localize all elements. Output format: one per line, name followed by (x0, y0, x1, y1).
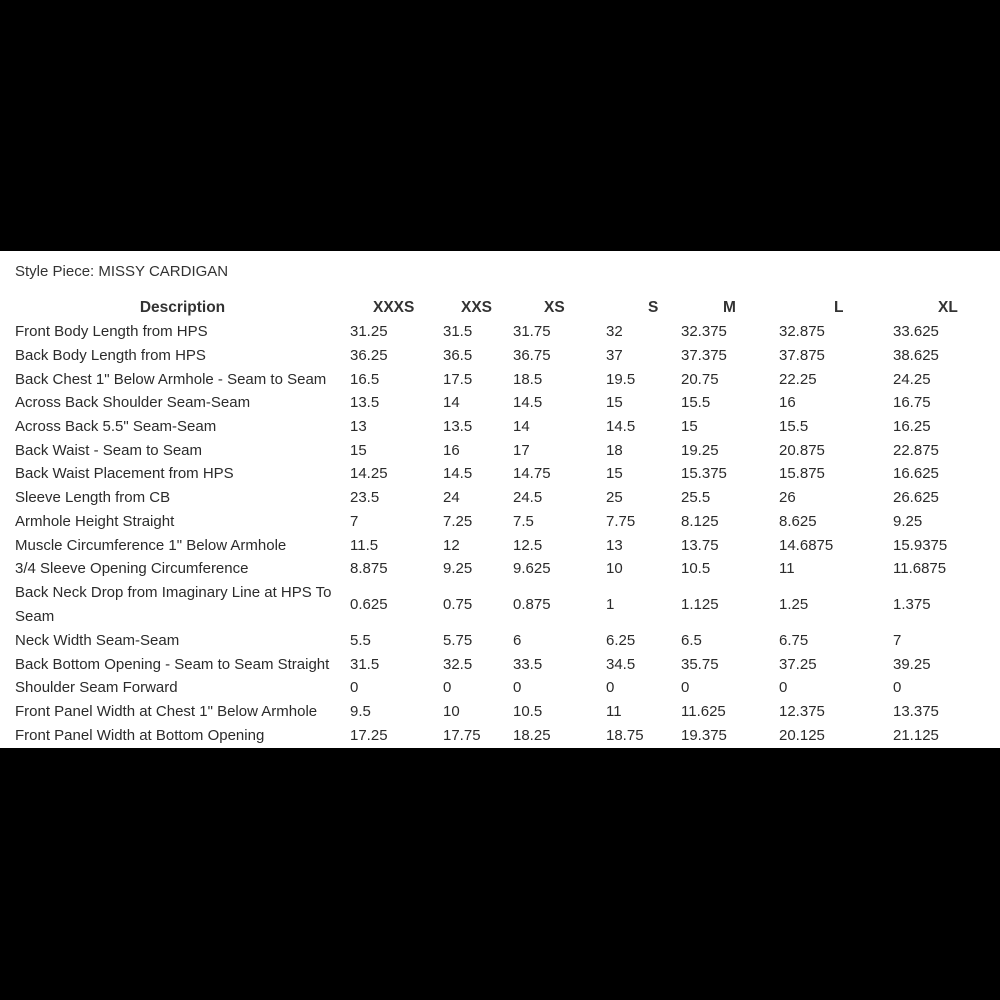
row-value: 1 (606, 596, 615, 614)
row-value: 32 (606, 323, 623, 341)
row-description: Back Body Length from HPS (15, 347, 206, 365)
table-row (15, 557, 993, 581)
header-size: M (723, 299, 736, 316)
table-row (15, 581, 993, 629)
row-value: 24.25 (893, 370, 931, 388)
row-value: 31.25 (350, 323, 388, 341)
row-value: 20.875 (779, 441, 825, 459)
row-value: 25.5 (681, 489, 711, 507)
row-value: 13.75 (681, 536, 719, 554)
row-value: 0 (893, 679, 902, 697)
row-value: 17.25 (350, 726, 388, 744)
measurement-table (15, 296, 993, 747)
row-value: 26.625 (893, 489, 939, 507)
row-value: 13.5 (443, 418, 473, 436)
row-value: 16.75 (893, 394, 931, 412)
header-row (15, 296, 993, 320)
row-value: 8.625 (779, 512, 817, 530)
table-row (15, 367, 993, 391)
row-description: Shoulder Seam Forward (15, 679, 178, 697)
row-value: 14.6875 (779, 536, 834, 554)
row-value: 17 (513, 441, 530, 459)
row-value: 17.75 (443, 726, 481, 744)
row-value: 7.25 (443, 512, 473, 530)
row-value: 0.875 (513, 596, 551, 614)
table-row (15, 486, 993, 510)
row-value: 12 (443, 536, 460, 554)
header-size: XS (544, 299, 565, 316)
row-description: Muscle Circumference 1" Below Armhole (15, 536, 287, 554)
row-value: 15.875 (779, 465, 825, 483)
row-value: 17.5 (443, 370, 473, 388)
header-size: S (648, 299, 659, 316)
row-value: 13 (606, 536, 623, 554)
row-value: 35.75 (681, 655, 719, 673)
row-value: 16 (779, 394, 796, 412)
row-value: 6.25 (606, 631, 636, 649)
row-value: 31.5 (350, 655, 380, 673)
row-value: 7 (350, 512, 359, 530)
row-description: Front Panel Width at Bottom Opening (15, 726, 265, 744)
row-value: 26 (779, 489, 796, 507)
row-value: 0 (443, 679, 452, 697)
row-value: 22.875 (893, 441, 939, 459)
row-value: 10.5 (681, 560, 711, 578)
row-value: 32.875 (779, 323, 825, 341)
row-value: 15 (350, 441, 367, 459)
row-description: Front Body Length from HPS (15, 323, 208, 341)
row-value: 12.5 (513, 536, 543, 554)
row-value: 14.5 (443, 465, 473, 483)
row-description: Back Waist Placement from HPS (15, 465, 234, 483)
row-value: 14.5 (513, 394, 543, 412)
row-value: 24 (443, 489, 460, 507)
row-value: 14.75 (513, 465, 551, 483)
row-description: Back Neck Drop from Imaginary Line at HPS To Seam (15, 583, 332, 625)
row-value: 24.5 (513, 489, 543, 507)
row-value: 6.75 (779, 631, 809, 649)
row-value: 1.375 (893, 596, 931, 614)
row-description: 3/4 Sleeve Opening Circumference (15, 560, 249, 578)
row-value: 31.75 (513, 323, 551, 341)
row-value: 36.5 (443, 347, 473, 365)
row-value: 37 (606, 347, 623, 365)
row-value: 21.125 (893, 726, 939, 744)
row-value: 11 (606, 702, 622, 720)
row-value: 16 (443, 441, 460, 459)
row-description: Sleeve Length from CB (15, 489, 171, 507)
row-description: Armhole Height Straight (15, 512, 175, 530)
table-row (15, 391, 993, 415)
row-value: 37.25 (779, 655, 817, 673)
row-value: 1.125 (681, 596, 719, 614)
row-value: 18 (606, 441, 623, 459)
style-piece-title: Style Piece: MISSY CARDIGAN (15, 263, 229, 280)
row-value: 15 (681, 418, 698, 436)
table-row (15, 533, 993, 557)
row-value: 0 (779, 679, 788, 697)
row-value: 22.25 (779, 370, 817, 388)
row-value: 18.25 (513, 726, 551, 744)
row-value: 32.5 (443, 655, 473, 673)
row-value: 15.5 (779, 418, 809, 436)
row-description: Front Panel Width at Chest 1" Below Armhole (15, 702, 318, 720)
row-value: 14.25 (350, 465, 388, 483)
row-value: 36.25 (350, 347, 388, 365)
row-value: 9.625 (513, 560, 551, 578)
table-row (15, 676, 993, 700)
row-value: 8.125 (681, 512, 719, 530)
table-row (15, 700, 993, 724)
row-value: 10.5 (513, 702, 543, 720)
row-value: 16.5 (350, 370, 380, 388)
row-value: 38.625 (893, 347, 939, 365)
row-value: 7 (893, 631, 902, 649)
row-value: 20.125 (779, 726, 825, 744)
header-size: XXS (461, 299, 493, 316)
row-value: 9.5 (350, 702, 371, 720)
table-row (15, 510, 993, 534)
row-value: 11 (779, 560, 795, 578)
row-value: 19.375 (681, 726, 727, 744)
row-value: 7.5 (513, 512, 534, 530)
row-value: 14.5 (606, 418, 636, 436)
row-value: 12.375 (779, 702, 825, 720)
row-value: 10 (443, 702, 460, 720)
table-row (15, 629, 993, 653)
row-value: 37.375 (681, 347, 727, 365)
row-value: 19.25 (681, 441, 719, 459)
header-size: XL (938, 299, 958, 316)
header-description: Description (139, 299, 226, 316)
table-row (15, 320, 993, 344)
row-value: 18.5 (513, 370, 543, 388)
row-value: 0.625 (350, 596, 388, 614)
table-row (15, 652, 993, 676)
row-description: Across Back Shoulder Seam-Seam (15, 394, 251, 412)
row-value: 0 (513, 679, 522, 697)
row-value: 32.375 (681, 323, 727, 341)
table-row (15, 462, 993, 486)
row-value: 5.75 (443, 631, 473, 649)
row-value: 10 (606, 560, 623, 578)
row-description: Back Chest 1" Below Armhole - Seam to Seam (15, 370, 327, 388)
header-size: XXXS (373, 299, 415, 316)
spec-panel (0, 251, 1000, 748)
row-value: 14 (513, 418, 530, 436)
header-size: L (834, 299, 844, 316)
row-value: 11.5 (350, 536, 379, 554)
row-description: Back Waist - Seam to Seam (15, 441, 203, 459)
row-value: 6 (513, 631, 522, 649)
row-value: 13 (350, 418, 367, 436)
row-value: 15.9375 (893, 536, 948, 554)
row-value: 6.5 (681, 631, 702, 649)
row-description: Neck Width Seam-Seam (15, 631, 180, 649)
row-description: Across Back 5.5" Seam-Seam (15, 418, 217, 436)
row-value: 15.5 (681, 394, 711, 412)
row-value: 18.75 (606, 726, 644, 744)
row-value: 33.5 (513, 655, 543, 673)
row-value: 16.625 (893, 465, 939, 483)
row-value: 11.6875 (893, 560, 947, 578)
row-value: 8.875 (350, 560, 388, 578)
row-value: 20.75 (681, 370, 719, 388)
row-description: Back Bottom Opening - Seam to Seam Straight (15, 655, 330, 673)
row-value: 37.875 (779, 347, 825, 365)
row-value: 15.375 (681, 465, 727, 483)
row-value: 33.625 (893, 323, 939, 341)
row-value: 39.25 (893, 655, 931, 673)
row-value: 23.5 (350, 489, 380, 507)
row-value: 0 (350, 679, 359, 697)
row-value: 9.25 (443, 560, 473, 578)
row-value: 7.75 (606, 512, 636, 530)
row-value: 16.25 (893, 418, 931, 436)
table-row (15, 344, 993, 368)
row-value: 0.75 (443, 596, 473, 614)
row-value: 31.5 (443, 323, 473, 341)
row-value: 36.75 (513, 347, 551, 365)
row-value: 15 (606, 394, 623, 412)
row-value: 15 (606, 465, 623, 483)
table-row (15, 723, 993, 747)
table-row (15, 415, 993, 439)
row-value: 5.5 (350, 631, 371, 649)
row-value: 13.375 (893, 702, 939, 720)
row-value: 1.25 (779, 596, 809, 614)
row-value: 19.5 (606, 370, 636, 388)
row-value: 9.25 (893, 512, 923, 530)
row-value: 25 (606, 489, 623, 507)
row-value: 0 (606, 679, 615, 697)
row-value: 14 (443, 394, 460, 412)
row-value: 11.625 (681, 702, 726, 720)
table-row (15, 438, 993, 462)
row-value: 0 (681, 679, 690, 697)
row-value: 34.5 (606, 655, 636, 673)
row-value: 13.5 (350, 394, 380, 412)
